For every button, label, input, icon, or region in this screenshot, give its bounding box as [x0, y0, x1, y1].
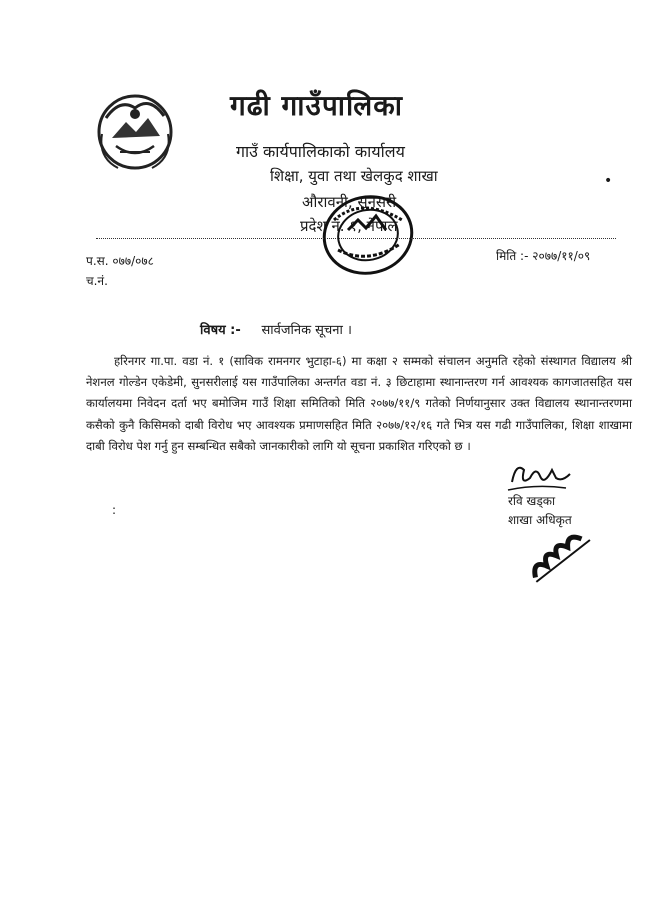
subject-label: विषय :-: [200, 323, 241, 338]
notice-paragraph: हरिनगर गा.पा. वडा नं. १ (साविक रामनगर भुटाहा-६) मा कक्षा २ सम्मको संचालन अनुमति रहेको संस्थागत विद्यालय श्री नेशनल गोल्डेन एकेडेमी, सुनसरीलाई यस गाउँपालिका अन्तर्गत वडा नं. ३ छिटाहामा स्थानान्तरण गर्न आवश्यक कागजातसहित यस कार्यालयमा निवेदन दर्ता भए बमोजिम गाउँ शिक्षा समितिको मिति २०७७/११/९ गतेको निर्णयानुसार उक्त विद्यालय स्थानान्तरणमा कसैको कुनै किसिमको दाबी विरोध भए आवश्यक प्रमाणसहित मिति २०७७/१२/१६ गते भित्र यस गढी गाउँपालिका, शिक्षा शाखामा दाबी विरोध पेश गर्नु हुन सम्बन्धित सबैको जानकारीको लागि यो सूचना प्रकाशित गरिएको छ ।: [86, 354, 632, 453]
reference-number: प.स. ०७७/०७८: [86, 254, 154, 268]
header-divider: [96, 238, 616, 239]
office-name: गाउँ कार्यपालिकाको कार्यालय: [236, 142, 405, 161]
handwritten-signature: [506, 456, 576, 496]
subject-line: [200, 320, 352, 338]
office-seal-stamp: [318, 190, 418, 280]
signatory-name: रवि खड्का: [508, 494, 556, 508]
municipality-emblem-logo: [96, 88, 174, 174]
municipality-title: गढी गाउँपालिका: [230, 89, 404, 122]
branch-name: शिक्षा, युवा तथा खेलकुद शाखा: [270, 167, 438, 185]
subject-text: सार्वजनिक सूचना ।: [261, 323, 352, 338]
notice-date: मिति :- २०७७/११/०९: [496, 249, 591, 263]
signatory-role: शाखा अधिकृत: [508, 513, 572, 527]
office-address: औरावनी, सुनसरी: [302, 193, 397, 211]
province-line: प्रदेश नं. १, नेपाल: [300, 217, 398, 235]
notice-body: [86, 351, 632, 457]
stray-dot: •: [604, 173, 613, 189]
officer-signature-stamp: [520, 518, 598, 590]
colon-mark: :: [112, 503, 117, 517]
dispatch-number: च.नं.: [86, 274, 108, 288]
